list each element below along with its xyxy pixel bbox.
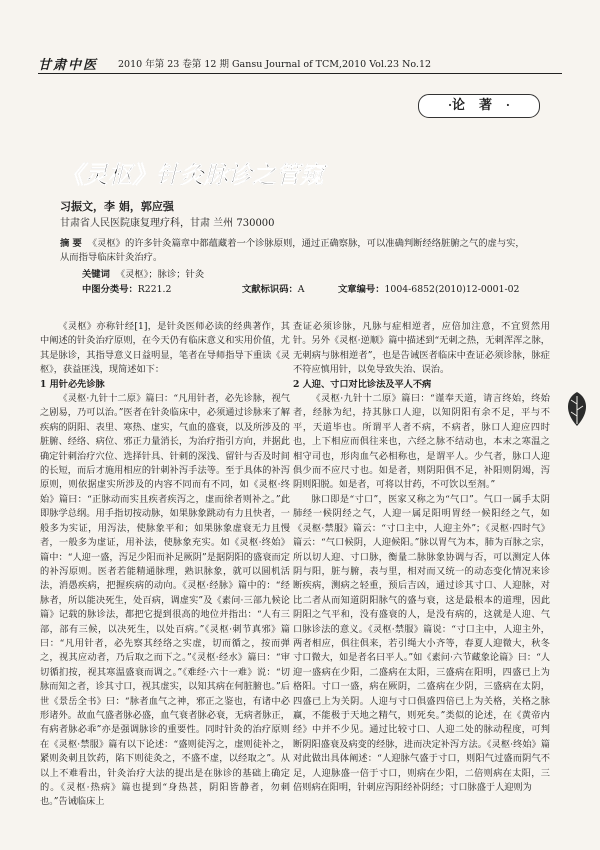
doc-code-label: 文献标识码： (242, 284, 298, 295)
article-number-label: 文章编号： (338, 284, 385, 295)
section-tag (418, 94, 540, 118)
keywords-text: 《灵枢》；脉诊；针灸 (115, 269, 205, 280)
classification-line (82, 281, 552, 295)
keywords-label: 关键词 (82, 269, 110, 280)
intro-paragraph: 《灵枢》亦称针经[1]，是针灸医师必读的经典著作，其中阐述的针灸治疗原则，在今天仍有临床意义和实用价值，尤其是脉诊，其指导意义日益明显，笔者在导师指导下重读《灵枢》，获益匪浅，现简述如下： (40, 321, 290, 376)
abstract-label: 摘 要 (60, 238, 82, 249)
leaf-ornament-icon (562, 390, 592, 430)
section-heading-2: 2 人迎、寸口对比诊法及平人不病 (293, 378, 432, 390)
body-paragraph: 《灵枢·九针十二原》篇曰：“凡用针者，必先诊脉，视气之剧易，乃可以治。”医者在针灸临床中，必须通过诊脉来了解疾病的阴阳、表里、寒热、虚实，气血的盛衰，以及所涉及的脏腑、经络、病位、邪正力量消长，为治疗指引方向，并据此确定针刺治疗穴位、选择针具、针刺的深浅、留针与否及时间的长短，而后才施用相应的针刺补泻手法等。至于具体的补泻原则，则依据虚实所涉及的内容不同而有不同，如《灵枢·终始》篇曰：“正脉动而实且疾者疾泻之，虚而徐者则补之。”此即脉学总纲。用手指切按动脉，如果脉象跳动有力且快者，一般多为实证，用泻法，使脉象平和；如果脉象虚衰无力且慢者，一般多为虚证，用补法，使脉象充实。如《灵枢·终始》篇中：“人迎一盛，泻足少阳而补足厥阴”是据阴阳的盛衰而定的补泻原则。医者若能精通脉理，熟识脉象，就可以圆机活法，消愚疾病，把握疾病的动向。《灵枢·经脉》篇中的：“经脉者，所以能决死生，处百病，调虚实”及《素问·三部九候论篇》记载的脉诊法，都把它提到很高的地位并指出：“人有三部，部有三候，以决死生，以处百病。”《灵枢·刺节真邪》篇曰：“凡用针者，必先察其经络之实虚，切而循之，按而弹之，视其应动者，乃后取之而下之。”《灵枢·经水》篇曰：“审切循扪按，视其寒温盛衰而调之。”《难经·六十一难》说：“切脉而知之者，诊其寸口，视其虚实，以知其病在何脏腑也。”后世《景岳全书》曰：“脉者血气之神，邪正之鉴也，有诸中必形诸外。故血气盛者脉必盛，血气衰者脉必衰，无病者脉正，有病者脉必乖”亦是强调脉诊的重要性。同时针灸的治疗原则在《灵枢·禁服》篇有以下论述：“盛则徒泻之，虚则徒补之，紧则灸刺且饮药，陷下则徒灸之，不盛不虚，以经取之”。从以上不难看出，针灸治疗大法的提出是在脉诊的基础上确定的。《灵枢·热病》篇也提到“身热甚，阴阳皆静者，勿刺也。”告诫临床上 (40, 393, 290, 808)
body-column-right (293, 320, 550, 795)
issue-info: 2010 年第 23 卷第 12 期 Gansu Journal of TCM,2010 Vol.23 No.12 (118, 59, 432, 70)
section-tag-dot-right: · (506, 99, 510, 112)
paper-title: 《灵枢》针灸脉诊之管窥 (60, 160, 324, 189)
body-paragraph: 《灵枢·九针十二原》篇曰：“谨奉天道，请言终始，终始者，经脉为纪，持其脉口人迎，以知阴阳有余不足，平与不平，天道毕也。所谓平人者不病，不病者，脉口人迎应四时也，上下相应而俱往来也，六经之脉不结动也，本末之寒温之相守司也，形肉血气必相称也，是谓平人。少气者，脉口人迎俱少而不应尺寸也。如是者，则阴阳俱不足，补阳则阴竭，泻阴则阳脱。如是者，可将以甘药，不可饮以至剂。” (293, 393, 550, 491)
running-header (38, 54, 562, 72)
body-paragraph: 查证必须诊脉，凡脉与症相逆者，应倍加注意，不宜贸然用针。另外《灵枢·逆顺》篇中描述到“无刺之热，无刺浑浑之脉，无刺病与脉相逆者”，也是告诫医者临床中查证必须诊脉，脉症不符应慎用针，以免导致失治、误治。 (293, 321, 550, 376)
keywords (82, 266, 204, 280)
section-tag-label: 论著 (451, 98, 506, 113)
doc-code-value: A (297, 284, 305, 295)
journal-name: 甘肃中医 (38, 58, 99, 73)
abstract (60, 237, 530, 265)
clc-label: 中图分类号： (82, 284, 138, 295)
clc-value: R221.2 (137, 284, 172, 295)
abstract-text: 《灵枢》的许多针灸篇章中都蕴藏着一个诊脉原则，通过正确察脉，可以准确判断经络脏腑之气的虚与实，从而指导临床针灸治疗。 (60, 238, 525, 263)
article-number-value: 1004-6852(2010)12-0001-02 (384, 284, 520, 295)
section-tag-dot-left: · (448, 99, 452, 112)
body-paragraph: 脉口即是“寸口”，医家又称之为“气口”。气口一属手太阴肺经一候阴经之气，人迎一属足阳明胃经一候阳经之气，如《灵枢·禁服》篇云：“寸口主中，人迎主外”；《灵枢·四时气》篇云：“气口候阴，人迎候阳。”脉以胃气为本，肺为百脉之宗，所以切人迎、寸口脉，衡量二脉脉象协调与否，可以测定人体阴与阳，脏与腑，表与里，相对而又统一的动态变化情况来诊断疾病，测病之轻重，预后吉凶，通过诊其寸口、人迎脉，对比二者从而知道阴阳脉气的盛与衰，这是最根本的道理，因此阴阳之气平和，没有盛衰的人，是没有病的，这就是人迎、气口脉诊法的意义。《灵枢·禁服》篇说：“寸口主中，人迎主外，两者相应，俱往俱来，若引绳大小齐等，春夏人迎微大，秋冬寸口微大，如是者名曰平人。”如《素问·六节藏象论篇》曰：“人迎一盛病在少阳，二盛病在太阳，三盛病在阳明，四盛已上为格阳。寸口一盛，病在厥阴，二盛病在少阴，三盛病在太阴，四盛已上为关阴。人迎与寸口俱盛四倍已上为关格，关格之脉赢，不能极于天地之精气，则死矣。”类似的论述，在《黄帝内经》中并不少见。通过比较寸口、人迎二处的脉动程度，可判断阴阳盛衰及病变的经脉，进而决定补泻方法。《灵枢·终始》篇对此做出具体阐述：“人迎脉气盛于寸口，则阳气过盛而阴气不足，人迎脉盛一倍于寸口，则病在少阳，二倍则病在太阳，三倍则病在阳明，针刺应泻阳经补阴经；寸口脉盛于人迎则为 (293, 493, 550, 793)
authors: 习振文，李 娟，郭应强 (60, 200, 174, 213)
section-heading-1: 1 用针必先诊脉 (40, 378, 105, 390)
body-column-left (40, 320, 290, 810)
header-rule (38, 73, 562, 74)
affiliation: 甘肃省人民医院康复理疗科，甘肃 兰州 730000 (60, 218, 275, 229)
